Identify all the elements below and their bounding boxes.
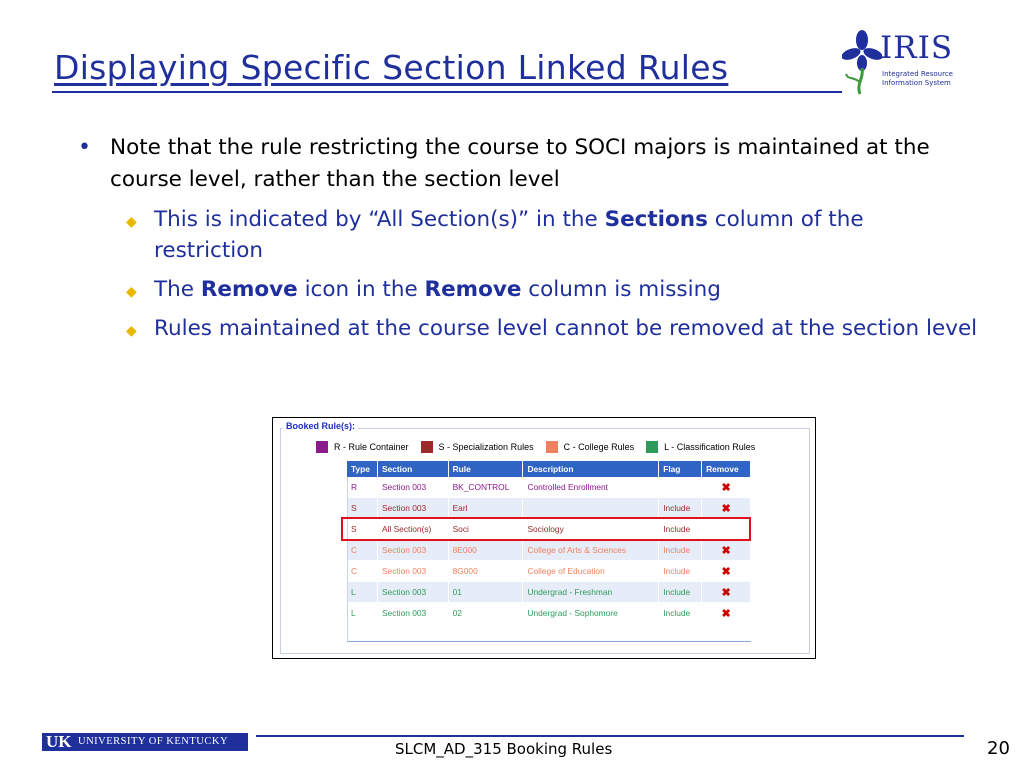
sub-bullet-1-text-b: column of the restriction bbox=[154, 207, 864, 263]
remove-icon[interactable]: ✖ bbox=[721, 481, 731, 494]
legend-item-specialization bbox=[421, 441, 534, 453]
cell-flag: Include bbox=[659, 582, 702, 603]
cell-type: S bbox=[347, 498, 377, 519]
cell-section: Section 003 bbox=[377, 540, 448, 561]
cell-remove bbox=[702, 561, 751, 582]
cell-type: C bbox=[347, 561, 377, 582]
cell-section: Section 003 bbox=[377, 561, 448, 582]
page-number: 20 bbox=[987, 738, 1010, 759]
sub-bullet-2-text-b: icon in the bbox=[297, 277, 425, 302]
column-header-description[interactable]: Description bbox=[523, 461, 659, 477]
booked-rules-title: Booked Rule(s): bbox=[283, 421, 358, 431]
legend-label: C - College Rules bbox=[563, 442, 635, 452]
footer-title: SLCM_AD_315 Booking Rules bbox=[395, 740, 613, 758]
cell-remove bbox=[702, 498, 751, 519]
legend-swatch bbox=[421, 441, 433, 453]
cell-remove bbox=[702, 477, 751, 498]
legend-item-rule-container bbox=[316, 441, 409, 453]
flower-logo-icon bbox=[842, 30, 882, 96]
cell-description: Undergrad - Freshman bbox=[523, 582, 659, 603]
cell-rule: 8G000 bbox=[448, 561, 523, 582]
cell-description: Controlled Enrollment bbox=[523, 477, 659, 498]
cell-type: L bbox=[347, 603, 377, 624]
cell-description: Sociology bbox=[523, 519, 659, 540]
uk-logo-text: UNIVERSITY OF KENTUCKY bbox=[78, 736, 229, 747]
column-header-rule[interactable]: Rule bbox=[448, 461, 523, 477]
cell-rule: 8E000 bbox=[448, 540, 523, 561]
cell-type: L bbox=[347, 582, 377, 603]
bullet-dot-icon: • bbox=[78, 135, 91, 160]
column-header-flag[interactable]: Flag bbox=[659, 461, 702, 477]
table-row[interactable] bbox=[347, 540, 751, 561]
cell-section: Section 003 bbox=[377, 582, 448, 603]
cell-type: C bbox=[347, 540, 377, 561]
logo-wordmark: IRIS bbox=[880, 30, 954, 66]
remove-icon[interactable]: ✖ bbox=[721, 565, 731, 578]
cell-flag: Include bbox=[659, 540, 702, 561]
sub-bullet-2 bbox=[126, 274, 978, 305]
cell-rule: 02 bbox=[448, 603, 523, 624]
booked-rules-table bbox=[347, 461, 751, 624]
cell-remove bbox=[702, 603, 751, 624]
cell-rule: BK_CONTROL bbox=[448, 477, 523, 498]
cell-remove bbox=[702, 540, 751, 561]
column-header-section[interactable]: Section bbox=[377, 461, 448, 477]
cell-flag: Include bbox=[659, 561, 702, 582]
sub-bullet-1 bbox=[126, 204, 978, 266]
legend-item-college bbox=[546, 441, 635, 453]
sub-bullet-2-bold2: Remove bbox=[424, 277, 522, 302]
sub-bullet-1-bold: Sections bbox=[604, 207, 708, 232]
cell-section: Section 003 bbox=[377, 498, 448, 519]
highlight-box bbox=[341, 517, 751, 541]
legend-item-classification bbox=[646, 441, 755, 453]
legend-swatch bbox=[646, 441, 658, 453]
legend-label: S - Specialization Rules bbox=[438, 442, 534, 452]
table-header-row bbox=[347, 461, 751, 477]
cell-type: R bbox=[347, 477, 377, 498]
cell-description: Undergrad - Sophomore bbox=[523, 603, 659, 624]
bullet-1 bbox=[78, 132, 978, 196]
cell-flag bbox=[659, 477, 702, 498]
legend-label: R - Rule Container bbox=[334, 442, 409, 452]
remove-icon[interactable]: ✖ bbox=[721, 502, 731, 515]
diamond-bullet-icon: ◆ bbox=[126, 284, 137, 300]
cell-flag: Include bbox=[659, 603, 702, 624]
table-row[interactable] bbox=[347, 498, 751, 519]
iris-logo bbox=[842, 30, 952, 96]
rule-legend bbox=[316, 440, 767, 454]
remove-icon[interactable]: ✖ bbox=[721, 586, 731, 599]
table-row[interactable] bbox=[347, 477, 751, 498]
column-header-remove[interactable]: Remove bbox=[702, 461, 751, 477]
cell-rule: Earl bbox=[448, 498, 523, 519]
cell-type: S bbox=[347, 519, 377, 540]
cell-description: College of Education bbox=[523, 561, 659, 582]
footer-rule bbox=[256, 735, 964, 737]
logo-subtitle-line1: Integrated Resource bbox=[882, 70, 953, 78]
cell-rule: Soci bbox=[448, 519, 523, 540]
bullet-list bbox=[78, 132, 978, 344]
cell-section: Section 003 bbox=[377, 477, 448, 498]
cell-description bbox=[523, 498, 659, 519]
remove-icon[interactable]: ✖ bbox=[721, 607, 731, 620]
slide-title: Displaying Specific Section Linked Rules bbox=[54, 48, 729, 87]
sub-bullet-3 bbox=[126, 313, 978, 344]
table-row[interactable] bbox=[347, 603, 751, 624]
remove-icon[interactable]: ✖ bbox=[721, 544, 731, 557]
legend-swatch bbox=[316, 441, 328, 453]
cell-remove bbox=[702, 582, 751, 603]
diamond-bullet-icon: ◆ bbox=[126, 214, 137, 230]
legend-label: L - Classification Rules bbox=[664, 442, 756, 452]
sub-bullet-2-bold: Remove bbox=[200, 277, 298, 302]
sub-bullet-2-text-c: column is missing bbox=[521, 277, 721, 302]
sub-bullet-1-text-a: This is indicated by “All Section(s)” in the bbox=[154, 207, 605, 232]
table-bottom-border bbox=[347, 641, 751, 642]
title-rule bbox=[52, 91, 842, 93]
logo-subtitle-line2: Information System bbox=[882, 79, 951, 87]
sub-bullet-2-text-a: The bbox=[154, 277, 201, 302]
uk-logo-mark: UK bbox=[46, 733, 72, 751]
sub-bullet-3-text: Rules maintained at the course level cannot be removed at the section level bbox=[154, 316, 978, 341]
legend-swatch bbox=[546, 441, 558, 453]
diamond-bullet-icon: ◆ bbox=[126, 323, 137, 339]
cell-section: All Section(s) bbox=[377, 519, 448, 540]
uk-logo bbox=[42, 733, 248, 751]
table-row[interactable] bbox=[347, 582, 751, 603]
column-header-type[interactable]: Type bbox=[347, 461, 377, 477]
cell-flag: Include bbox=[659, 498, 702, 519]
cell-section: Section 003 bbox=[377, 603, 448, 624]
cell-description: College of Arts & Sciences bbox=[523, 540, 659, 561]
cell-rule: 01 bbox=[448, 582, 523, 603]
table-row[interactable] bbox=[347, 561, 751, 582]
cell-flag: Include bbox=[659, 519, 702, 540]
bullet-1-text: Note that the rule restricting the course to SOCI majors is maintained at the course level, rather than the section level bbox=[110, 135, 930, 192]
table-left-border bbox=[347, 477, 348, 641]
